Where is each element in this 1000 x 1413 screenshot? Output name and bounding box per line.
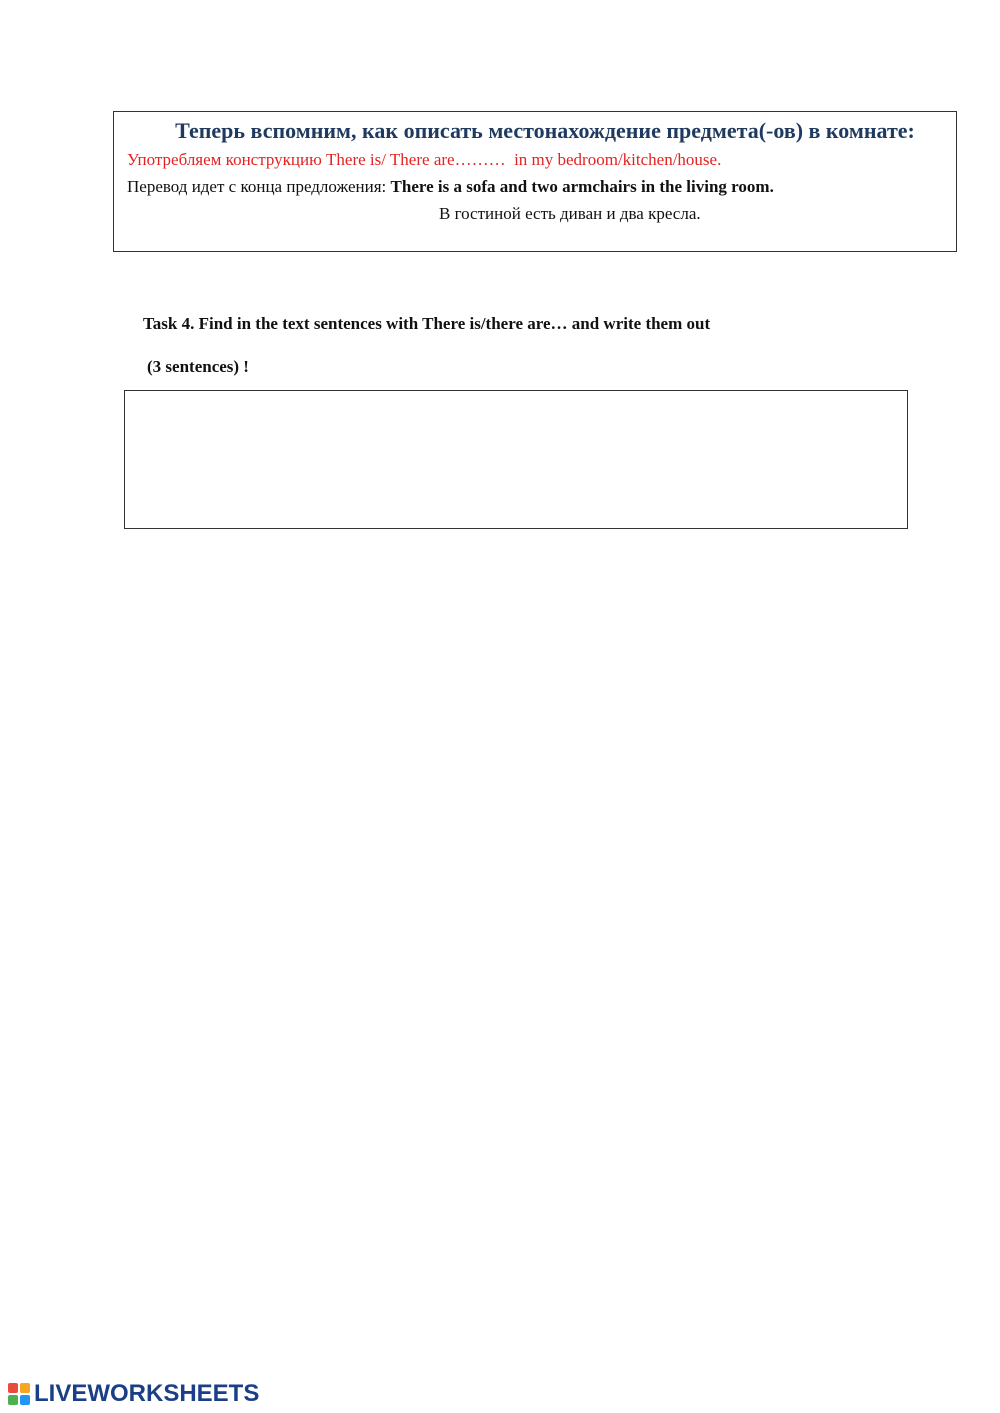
task-title: Task 4. Find in the text sentences with There is/there are… and write them out: [143, 314, 711, 333]
answer-input-box[interactable]: [124, 390, 908, 529]
construction-rule-text: Употребляем конструкцию There is/ There are……… in my bedroom/kitchen/house.: [127, 150, 722, 169]
translation-rule-prefix: Перевод идет с конца предложения:: [127, 177, 391, 196]
liveworksheets-logo: [8, 1381, 259, 1407]
task-subtitle: (3 sentences) !: [147, 357, 249, 376]
logo-block-orange: [20, 1383, 30, 1393]
translation-rule-line: [127, 177, 774, 197]
logo-block-green: [8, 1395, 18, 1405]
info-box: [113, 111, 957, 252]
logo-block-red: [8, 1383, 18, 1393]
liveworksheets-blocks-icon: [8, 1383, 30, 1405]
logo-text: LIVEWORKSHEETS: [34, 1380, 260, 1407]
logo-block-blue: [20, 1395, 30, 1405]
example-translation: В гостиной есть диван и два кресла.: [439, 204, 701, 223]
example-sentence: There is a sofa and two armchairs in the living room.: [390, 177, 774, 196]
info-title: Теперь вспомним, как описать местонахождение предмета(-ов) в комнате:: [175, 118, 915, 143]
